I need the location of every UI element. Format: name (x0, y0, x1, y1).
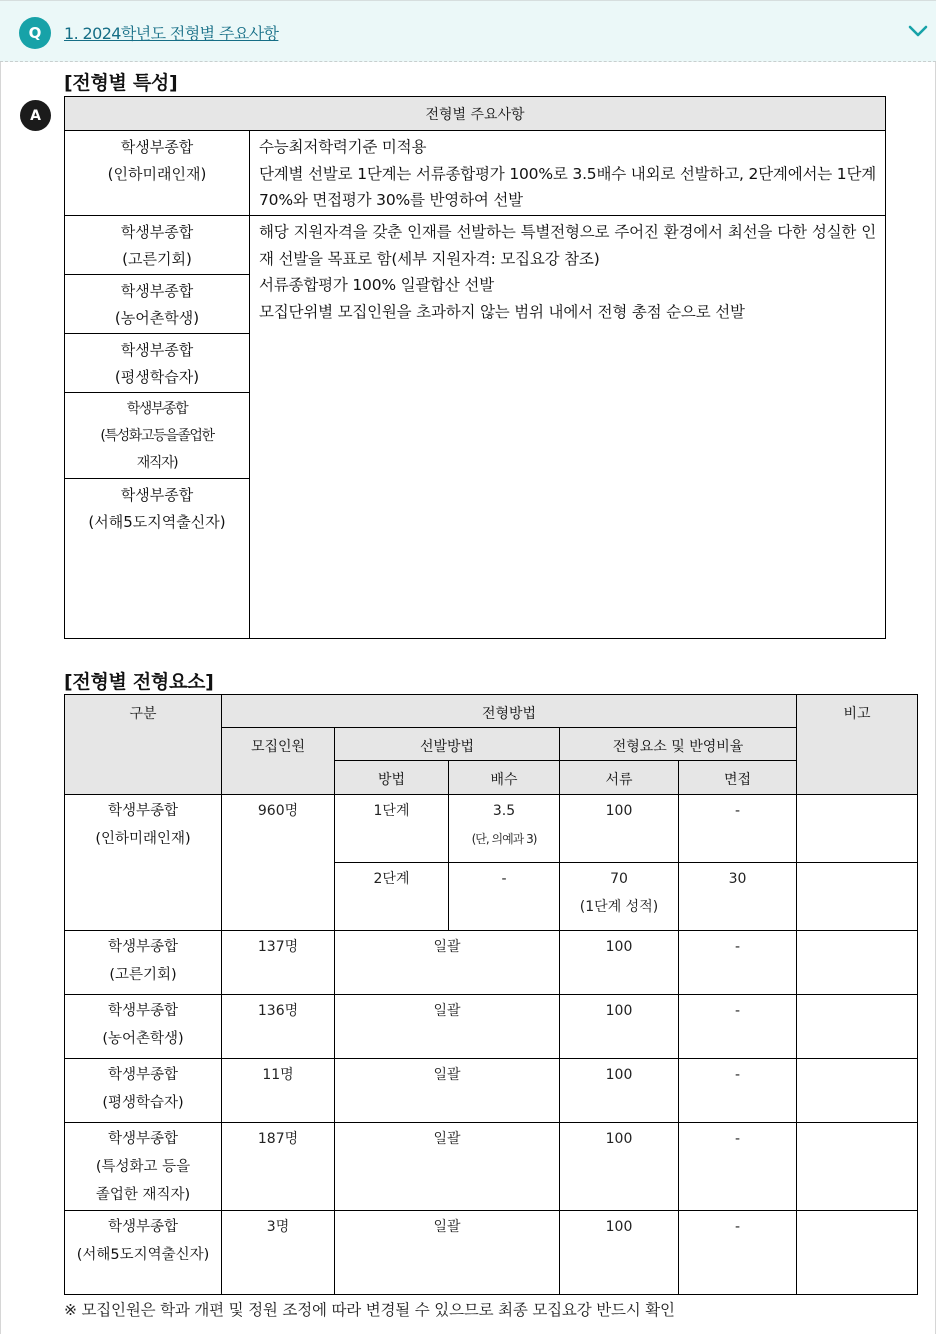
label-line: (고른기회) (122, 250, 192, 268)
desc-line: 모집단위별 모집인원을 초과하지 않는 범위 내에서 전형 총점 순으로 선발 (259, 302, 745, 321)
label-line: (특성화고등을졸업한 (100, 428, 214, 444)
category-line: 학생부종합 (107, 1067, 179, 1083)
note-cell (797, 795, 918, 863)
table-row (65, 216, 886, 275)
category-line: 학생부종합 (107, 939, 179, 955)
label-line: 학생부종합 (126, 401, 188, 417)
desc-line: 단계별 선발로 1단계는 서류종합평가 100%로 3.5배수 내외로 선발하고, 2단계에서는 1단계 70%와 면접평가 30%를 반영하여 선발 (259, 164, 876, 209)
row-label (65, 216, 250, 275)
quota-cell: 960명 (222, 795, 335, 931)
table-row (65, 1211, 918, 1295)
faq-question-header[interactable] (0, 0, 936, 62)
footnote: ※ 모집인원은 학과 개편 및 정원 조정에 따라 변경될 수 있으므로 최종 모집요강 반드시 확인 (64, 1301, 675, 1319)
header-documents: 서류 (560, 761, 679, 795)
label-line: 학생부종합 (120, 341, 194, 359)
elements-table (64, 694, 918, 1295)
category-cell (65, 1059, 222, 1123)
category-line: 졸업한 재직자) (95, 1187, 191, 1203)
header-note: 비고 (797, 695, 918, 795)
interview-cell: - (679, 1123, 797, 1211)
table-row (65, 995, 918, 1059)
label-line: 학생부종합 (120, 138, 194, 156)
header-category: 구분 (65, 695, 222, 795)
row-label (65, 334, 250, 393)
question-badge: Q (19, 17, 51, 49)
row-label (65, 131, 250, 216)
documents-cell: 100 (560, 1123, 679, 1211)
category-line: (평생학습자) (102, 1095, 184, 1111)
category-line: (농어촌학생) (102, 1031, 184, 1047)
documents-cell: 100 (560, 795, 679, 863)
way-cell: 1단계 (335, 795, 449, 863)
category-line: 학생부종합 (107, 803, 179, 819)
category-cell (65, 995, 222, 1059)
row-label (65, 479, 250, 639)
row-label (65, 393, 250, 479)
label-line: (평생학습자) (114, 368, 200, 386)
selection-cell: 일괄 (335, 1059, 560, 1123)
header-quota: 모집인원 (222, 728, 335, 795)
desc-line: 서류종합평가 100% 일괄합산 선발 (259, 276, 494, 294)
row-description (250, 216, 886, 639)
documents-value: 70 (610, 871, 628, 887)
header-way: 방법 (335, 761, 449, 795)
desc-line: 해당 지원자격을 갖춘 인재를 선발하는 특별전형으로 주어진 환경에서 최선을 다한 성실한 인재 선발을 목표로 함(세부 지원자격: 모집요강 참조) (259, 223, 876, 268)
way-cell: 2단계 (335, 863, 449, 931)
label-line: 재직자) (136, 455, 178, 471)
quota-cell: 137명 (222, 931, 335, 995)
documents-cell: 100 (560, 1059, 679, 1123)
section-title-elements: [전형별 전형요소] (64, 671, 214, 693)
note-cell (797, 995, 918, 1059)
header-selection: 선발방법 (335, 728, 560, 761)
category-line: (서해5도지역출신자) (76, 1247, 210, 1263)
header-elements: 전형요소 및 반영비율 (560, 728, 797, 761)
note-cell (797, 1123, 918, 1211)
quota-cell: 136명 (222, 995, 335, 1059)
label-line: 학생부종합 (120, 223, 194, 241)
table-row (65, 795, 918, 863)
header-interview: 면접 (679, 761, 797, 795)
label-line: (서해5도지역출신자) (88, 513, 226, 531)
note-cell (797, 931, 918, 995)
category-cell (65, 1123, 222, 1211)
selection-cell: 일괄 (335, 1211, 560, 1295)
interview-cell: 30 (679, 863, 797, 931)
interview-cell: - (679, 931, 797, 995)
label-line: (인하미래인재) (107, 165, 207, 183)
interview-cell: - (679, 995, 797, 1059)
section-title-characteristics: [전형별 특성] (64, 72, 178, 94)
category-line: (특성화고 등을 (95, 1159, 191, 1175)
note-cell (797, 1211, 918, 1295)
category-line: 학생부종합 (107, 1003, 179, 1019)
table-row (65, 1059, 918, 1123)
interview-cell: - (679, 1059, 797, 1123)
interview-cell: - (679, 795, 797, 863)
table-row (65, 931, 918, 995)
category-cell (65, 1211, 222, 1295)
table-header: 전형별 주요사항 (65, 97, 886, 131)
question-title-link[interactable]: 1. 2024학년도 전형별 주요사항 (64, 24, 279, 43)
multiple-value: 3.5 (492, 803, 516, 819)
category-cell (65, 795, 222, 931)
note-cell (797, 863, 918, 931)
selection-cell: 일괄 (335, 995, 560, 1059)
category-line: 학생부종합 (107, 1131, 179, 1147)
header-method: 전형방법 (222, 695, 797, 728)
header-multiple: 배수 (449, 761, 560, 795)
answer-badge: A (20, 100, 51, 131)
table-row (65, 1123, 918, 1211)
category-cell (65, 931, 222, 995)
label-line: 학생부종합 (120, 486, 194, 504)
chevron-down-icon[interactable] (908, 23, 928, 39)
multiple-cell: - (449, 863, 560, 931)
table-row (65, 131, 886, 216)
documents-note: (1단계 성적) (579, 899, 659, 915)
documents-cell (560, 863, 679, 931)
quota-cell: 187명 (222, 1123, 335, 1211)
desc-line: 수능최저학력기준 미적용 (259, 138, 427, 156)
quota-cell: 11명 (222, 1059, 335, 1123)
quota-cell: 3명 (222, 1211, 335, 1295)
label-line: 학생부종합 (120, 282, 194, 300)
row-description (250, 131, 886, 216)
interview-cell: - (679, 1211, 797, 1295)
documents-cell: 100 (560, 931, 679, 995)
category-line: (인하미래인재) (95, 831, 191, 847)
note-cell (797, 1059, 918, 1123)
category-line: (고른기회) (109, 967, 177, 983)
category-line: 학생부종합 (107, 1219, 179, 1235)
row-label (65, 275, 250, 334)
selection-cell: 일괄 (335, 1123, 560, 1211)
multiple-cell (449, 795, 560, 863)
documents-cell: 100 (560, 995, 679, 1059)
characteristics-table (64, 96, 886, 639)
multiple-note: (단, 의예과 3) (471, 832, 537, 846)
label-line: (농어촌학생) (114, 309, 200, 327)
documents-cell: 100 (560, 1211, 679, 1295)
selection-cell: 일괄 (335, 931, 560, 995)
